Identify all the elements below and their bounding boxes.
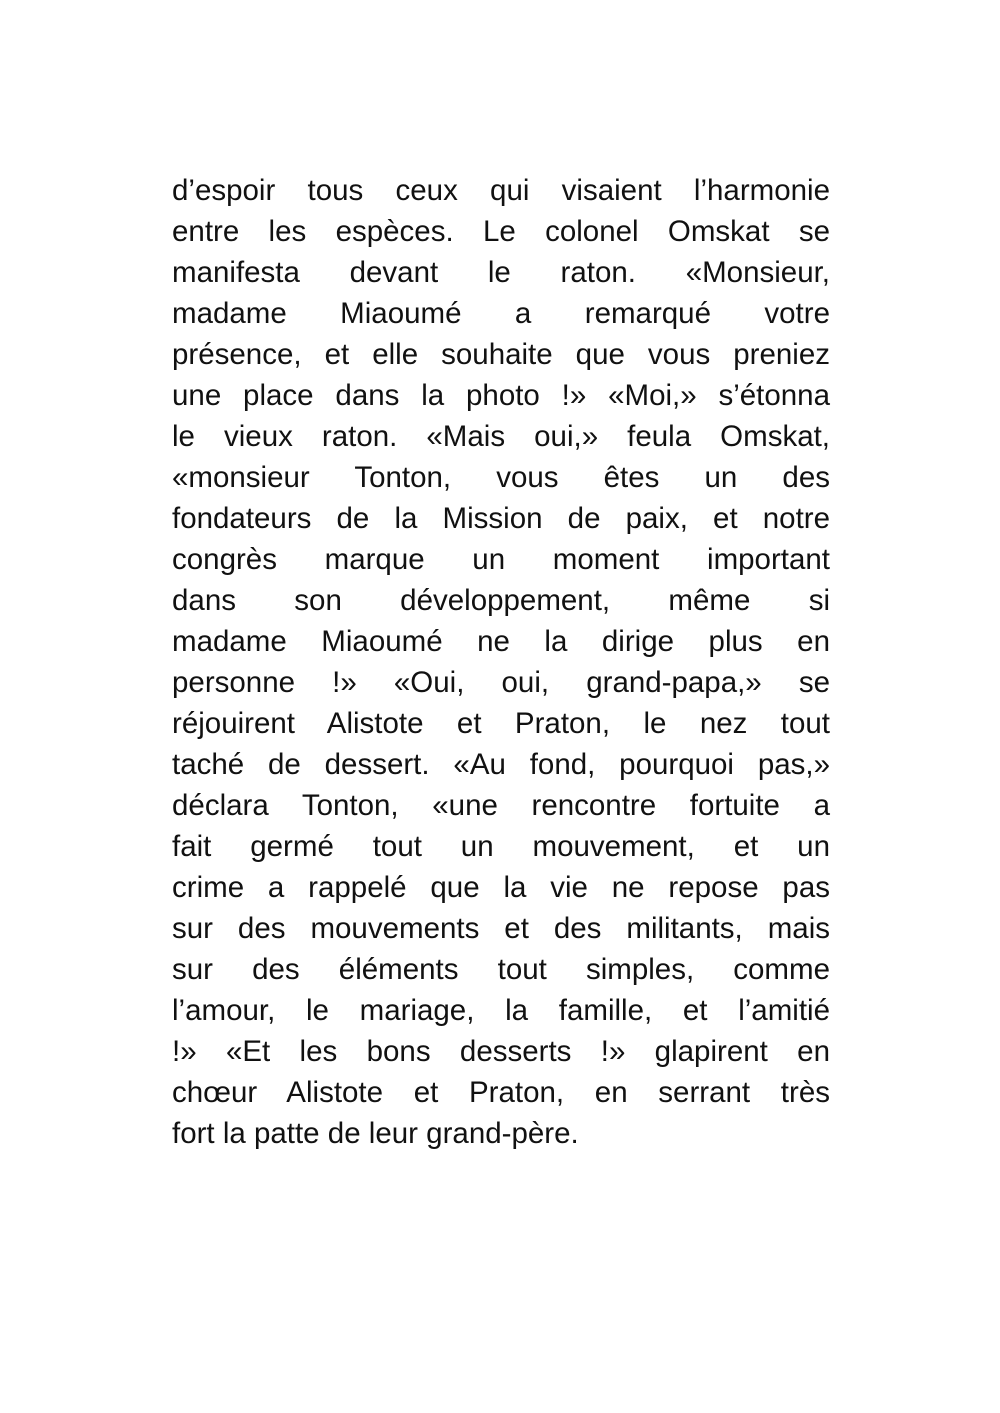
text-line: d’espoir tous ceux qui visaient l’harmonie bbox=[172, 174, 830, 207]
text-line: crime a rappelé que la vie ne repose pas bbox=[172, 871, 830, 904]
text-line: fondateurs de la Mission de paix, et notre bbox=[172, 502, 830, 535]
text-line: sur des mouvements et des militants, mais bbox=[172, 912, 830, 945]
text-line: le vieux raton. «Mais oui,» feula Omskat, bbox=[172, 420, 830, 453]
text-line: présence, et elle souhaite que vous preniez bbox=[172, 338, 830, 371]
text-line: réjouirent Alistote et Praton, le nez tout bbox=[172, 707, 830, 740]
text-line: chœur Alistote et Praton, en serrant très bbox=[172, 1076, 830, 1109]
text-line: entre les espèces. Le colonel Omskat se bbox=[172, 215, 830, 248]
text-line: !» «Et les bons desserts !» glapirent en bbox=[172, 1035, 830, 1068]
text-line: «monsieur Tonton, vous êtes un des bbox=[172, 461, 830, 494]
text-line: une place dans la photo !» «Moi,» s’étonna bbox=[172, 379, 830, 412]
text-line: sur des éléments tout simples, comme bbox=[172, 953, 830, 986]
text-line: personne !» «Oui, oui, grand-papa,» se bbox=[172, 666, 830, 699]
text-line: dans son développement, même si bbox=[172, 584, 830, 617]
text-line: congrès marque un moment important bbox=[172, 543, 830, 576]
text-line: manifesta devant le raton. «Monsieur, bbox=[172, 256, 830, 289]
text-line: l’amour, le mariage, la famille, et l’amitié bbox=[172, 994, 830, 1027]
text-line: fort la patte de leur grand-père. bbox=[172, 1117, 579, 1150]
text-line: taché de dessert. «Au fond, pourquoi pas,» bbox=[172, 748, 830, 781]
body-paragraph bbox=[172, 170, 830, 1154]
text-line: fait germé tout un mouvement, et un bbox=[172, 830, 830, 863]
text-line: madame Miaoumé a remarqué votre bbox=[172, 297, 830, 330]
text-line: madame Miaoumé ne la dirige plus en bbox=[172, 625, 830, 658]
text-line: déclara Tonton, «une rencontre fortuite a bbox=[172, 789, 830, 822]
